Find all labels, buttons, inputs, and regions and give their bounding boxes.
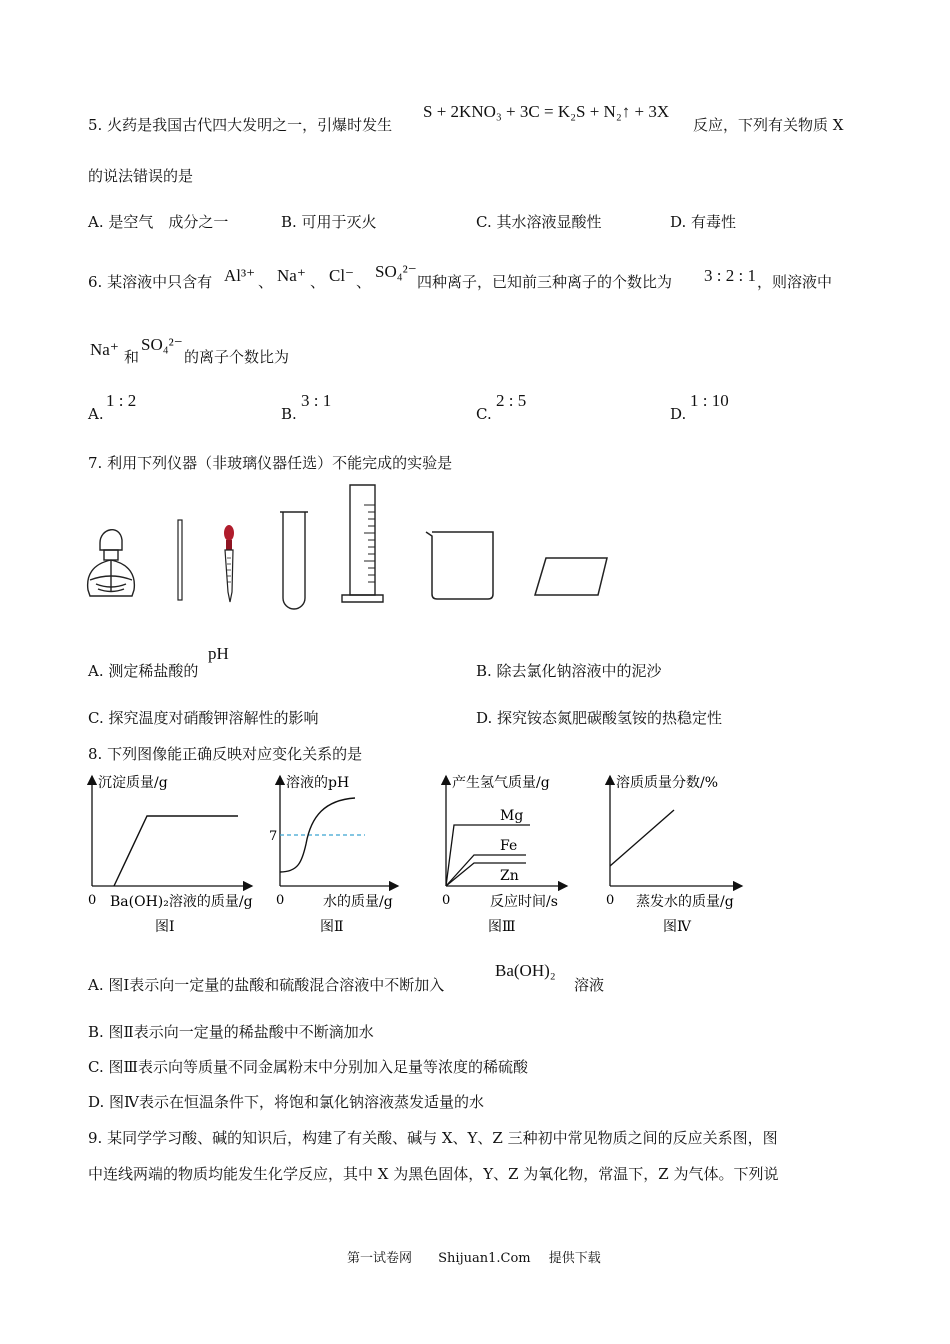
graph-3-label-fe: Fe — [500, 838, 518, 854]
q6-sep-3: 、 — [356, 273, 372, 291]
graph-1-ylabel: 沉淀质量/g — [98, 775, 168, 791]
q6-stem-a: 6. 某溶液中只含有 — [88, 273, 213, 291]
measuring-cylinder-icon — [342, 485, 383, 602]
q7-option-d: D. 探究铵态氮肥碳酸氢铵的热稳定性 — [476, 709, 723, 727]
dropper-icon — [224, 525, 234, 602]
graph-3 — [442, 774, 567, 935]
q6-option-d-letter: D. — [670, 405, 687, 423]
graph-4-line — [610, 810, 674, 866]
q5-formula: S + 2KNO₃ + 3C = K₂S + N₂↑ + 3X — [423, 102, 670, 121]
q7-option-a: A. 测定稀盐酸的 — [88, 662, 199, 680]
q9-line-2: 中连线两端的物质均能发生化学反应，其中 X 为黑色固体，Y、Z 为氧化物，常温下，Z 为气体。下列说 — [88, 1165, 779, 1183]
alcohol-lamp-icon — [88, 530, 135, 596]
q5-stem-a: 5. 火药是我国古代四大发明之一，引爆时发生 — [88, 116, 393, 134]
q7-stem: 7. 利用下列仪器（非玻璃仪器任选）不能完成的实验是 — [88, 454, 453, 472]
q6-ion-na-2: Na⁺ — [90, 340, 119, 359]
q7-option-a-ph: pH — [208, 644, 229, 663]
q8-option-d: D. 图Ⅳ表示在恒温条件下，将饱和氯化钠溶液蒸发适量的水 — [88, 1093, 485, 1111]
q6-ion-al: Al³⁺ — [224, 266, 256, 285]
q6-ion-na: Na⁺ — [277, 266, 306, 285]
q5-option-b: B. 可用于灭火 — [281, 213, 377, 231]
q6-stem-b: 四种离子，已知前三种离子的个数比为 — [417, 273, 673, 291]
graph-2-mark-7: 7 — [269, 829, 278, 844]
q7-option-c: C. 探究温度对硝酸钾溶解性的影响 — [88, 709, 319, 727]
footer-domain[interactable]: Shijuan1.Com — [438, 1251, 531, 1266]
q8-stem: 8. 下列图像能正确反映对应变化关系的是 — [88, 745, 363, 763]
graph-1-origin: 0 — [88, 893, 97, 908]
graph-2-ylabel: 溶液的pH — [286, 775, 350, 791]
q6-option-a-value: 1 : 2 — [106, 391, 137, 410]
graph-1-caption: 图Ⅰ — [155, 919, 175, 935]
graph-4-caption: 图Ⅳ — [663, 919, 691, 935]
beaker-icon — [426, 532, 493, 599]
q6-option-c-value: 2 : 5 — [496, 391, 527, 410]
q8-option-a-formula: Ba(OH)₂ — [495, 961, 556, 980]
q6-option-b-letter: B. — [281, 405, 297, 423]
q6-option-b-value: 3 : 1 — [301, 391, 332, 410]
q8-option-a-end: 溶液 — [574, 976, 605, 994]
q8-option-a: A. 图Ⅰ表示向一定量的盐酸和硫酸混合溶液中不断加入 — [88, 976, 445, 994]
q6-sep-2: 、 — [310, 273, 326, 291]
graph-4 — [606, 774, 742, 935]
q6-option-a-letter: A. — [88, 405, 104, 423]
graph-3-label-zn: Zn — [500, 868, 519, 884]
q6-stem-d: 的离子个数比为 — [184, 348, 290, 366]
q6-sep-1: 、 — [258, 273, 274, 291]
q5-stem-c: 的说法错误的是 — [88, 167, 194, 185]
glass-rod-icon — [178, 520, 182, 600]
test-tube-icon — [280, 512, 308, 609]
q5-option-a: A. 是空气 成分之一 — [88, 213, 229, 231]
q6-option-d-value: 1 : 10 — [690, 391, 729, 410]
graph-3-ylabel: 产生氢气质量/g — [452, 775, 550, 791]
q5-option-c: C. 其水溶液显酸性 — [476, 213, 602, 231]
q9-line-1: 9. 某同学学习酸、碱的知识后，构建了有关酸、碱与 X、Y、Z 三种初中常见物质之间的反应关系图，图 — [88, 1129, 778, 1147]
q5-stem-b: 反应，下列有关物质 X — [693, 116, 844, 134]
footer — [347, 1247, 601, 1266]
graph-2-xlabel: 水的质量/g — [323, 894, 393, 910]
q8-option-b: B. 图Ⅱ表示向一定量的稀盐酸中不断滴加水 — [88, 1023, 374, 1041]
q6-option-c-letter: C. — [476, 405, 492, 423]
graph-1-curve — [114, 816, 238, 886]
footer-action: 提供下载 — [548, 1251, 601, 1266]
graph-2 — [269, 774, 398, 935]
graph-3-origin: 0 — [442, 893, 451, 908]
graph-3-caption: 图Ⅲ — [488, 919, 516, 935]
q6-ion-so4: SO₄²⁻ — [375, 262, 417, 281]
apparatus-row — [80, 480, 620, 615]
q6-ion-so4-2: SO₄²⁻ — [141, 335, 183, 354]
q8-graphs — [80, 768, 780, 943]
glass-plate-icon — [535, 558, 607, 595]
graph-2-caption: 图Ⅱ — [320, 919, 344, 935]
q6-ion-cl: Cl⁻ — [329, 266, 355, 285]
q6-stem-c: ，则溶液中 — [757, 273, 833, 291]
graph-3-xlabel: 反应时间/s — [490, 894, 558, 910]
q8-option-c: C. 图Ⅲ表示向等质量不同金属粉末中分别加入足量等浓度的稀硫酸 — [88, 1058, 528, 1076]
footer-site: 第一试卷网 — [347, 1251, 413, 1266]
graph-4-origin: 0 — [606, 893, 615, 908]
graph-4-ylabel: 溶质质量分数/% — [616, 775, 719, 791]
q6-and: 和 — [124, 348, 140, 366]
q6-ratio: 3 : 2 : 1 — [704, 266, 756, 285]
graph-1-xlabel: Ba(OH)₂溶液的质量/g — [110, 894, 253, 910]
q5-option-d: D. 有毒性 — [670, 213, 737, 231]
q7-option-b: B. 除去氯化钠溶液中的泥沙 — [476, 662, 662, 680]
graph-4-xlabel: 蒸发水的质量/g — [636, 894, 734, 910]
graph-3-label-mg: Mg — [500, 808, 524, 824]
graph-2-origin: 0 — [276, 893, 285, 908]
graph-1 — [88, 775, 253, 935]
